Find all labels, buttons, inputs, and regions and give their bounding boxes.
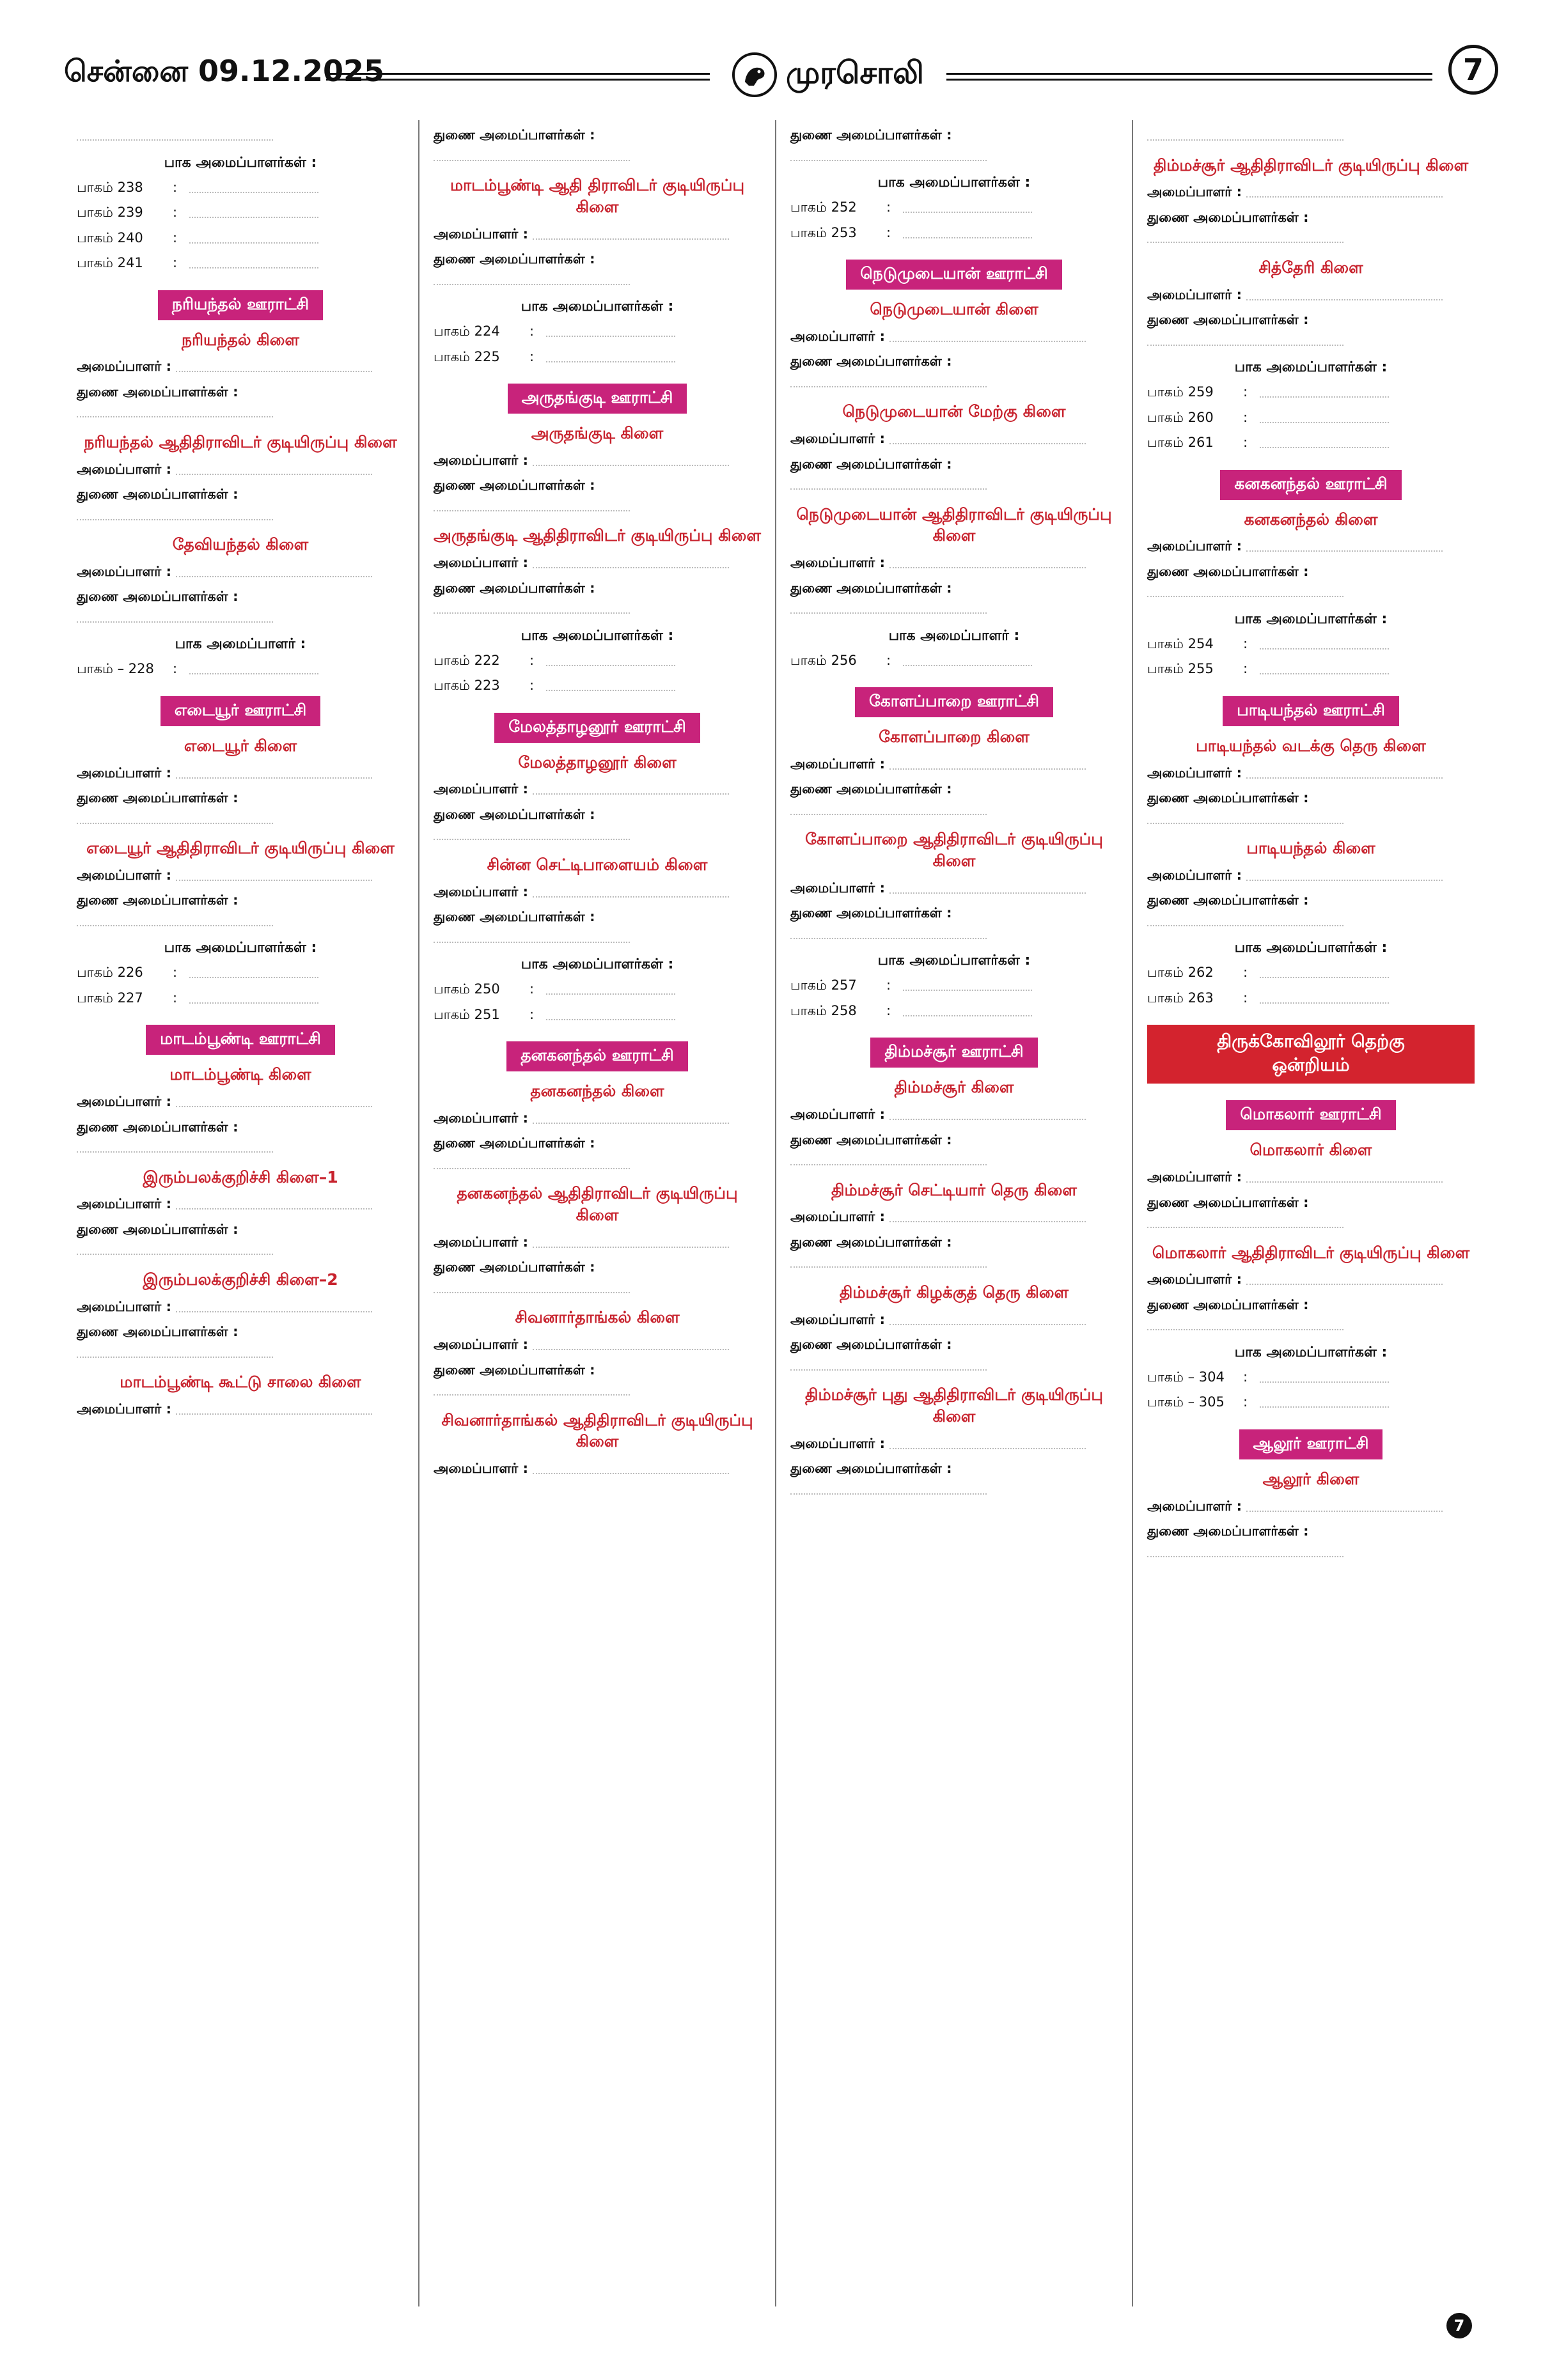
branch-heading: சிவனார்தாங்கல் கிளை	[515, 1308, 680, 1327]
panchayat-banner: திம்மச்சூர் ஊராட்சி	[790, 1038, 1118, 1068]
organiser-entry: அமைப்பாளர் :	[790, 1105, 1118, 1125]
ward-row: பாகம் – 228 :	[77, 659, 404, 680]
masthead	[45, 40, 1498, 110]
organiser-entry: அமைப்பாளர் :	[434, 451, 761, 471]
panchayat-banner: பாடியந்தல் ஊராட்சி	[1147, 696, 1475, 726]
ward-header: பாக அமைப்பாளர்கள் :	[164, 154, 317, 171]
deputy-entry: துணை அமைப்பாளர்கள் :	[790, 352, 1118, 392]
deputy-entry: துணை அமைப்பாளர்கள் :	[790, 903, 1118, 944]
branch-heading: எடையூர் ஆதிதிராவிடர் குடியிருப்பு கிளை	[86, 839, 395, 857]
deputy-entry: துணை அமைப்பாளர்கள் :	[790, 579, 1118, 619]
organiser-entry: அமைப்பாளர் :	[434, 1108, 761, 1129]
ward-header: பாக அமைப்பாளர்கள் :	[521, 956, 674, 972]
branch-heading: திம்மச்சூர் செட்டியார் தெரு கிளை	[831, 1180, 1077, 1199]
branch-heading: திம்மச்சூர் புது ஆதிதிராவிடர் குடியிருப்பு கிளை	[805, 1385, 1103, 1426]
branch-heading: பாடியந்தல் வடக்கு தெரு கிளை	[1196, 736, 1426, 755]
brand	[732, 46, 924, 104]
branch-heading: நெடுமுடையான் ஆதிதிராவிடர் குடியிருப்பு கிளை	[796, 504, 1112, 545]
deputy-entry: துணை அமைப்பாளர்கள் :	[434, 249, 761, 290]
branch-heading: நரியந்தல் கிளை	[182, 330, 299, 349]
organiser-entry: அமைப்பாளர் :	[77, 562, 404, 582]
deputy-entry: துணை அமைப்பாளர்கள் :	[790, 125, 1118, 166]
ward-row: பாகம் 223 :	[434, 676, 761, 696]
organiser-entry: அமைப்பாளர் :	[1147, 1270, 1475, 1290]
branch-heading: தனகனந்தல் கிளை	[530, 1082, 664, 1100]
ward-header: பாக அமைப்பாளர்கள் :	[1234, 1344, 1388, 1360]
deputy-entry: துணை அமைப்பாளர்கள் :	[1147, 1521, 1475, 1562]
ward-header: பாக அமைப்பாளர்கள் :	[521, 299, 674, 315]
deputy-entry: துணை அமைப்பாளர்கள் :	[1147, 1295, 1475, 1335]
text-block	[77, 125, 404, 146]
ward-row: பாகம் 256 :	[790, 651, 1118, 671]
ward-header: பாக அமைப்பாளர் :	[175, 636, 306, 653]
branch-heading: சிவனார்தாங்கல் ஆதிதிராவிடர் குடியிருப்பு கிளை	[441, 1410, 753, 1451]
organiser-entry: அமைப்பாளர் :	[434, 224, 761, 245]
deputy-entry: துணை அமைப்பாளர்கள் :	[77, 1220, 404, 1260]
branch-heading: தேவியந்தல் கிளை	[172, 535, 309, 554]
deputy-entry: துணை அமைப்பாளர்கள் :	[77, 1117, 404, 1158]
deputy-entry: துணை அமைப்பாளர்கள் :	[790, 1335, 1118, 1375]
branch-heading: இரும்பலக்குறிச்சி கிளை–2	[143, 1270, 338, 1289]
ward-header: பாக அமைப்பாளர் :	[888, 627, 1020, 644]
organiser-entry: அமைப்பாளர் :	[77, 866, 404, 886]
union-banner: திருக்கோவிலூர் தெற்கு ஒன்றியம்	[1147, 1025, 1475, 1084]
branch-heading: திம்மச்சூர் கிழக்குத் தெரு கிளை	[839, 1282, 1069, 1302]
ward-row: பாகம் 241 :	[77, 253, 404, 274]
ward-header: பாக அமைப்பாளர்கள் :	[877, 953, 1031, 969]
masthead-rule-right	[946, 73, 1432, 81]
panchayat-banner: எடையூர் ஊராட்சி	[77, 696, 404, 726]
branch-heading: கனகனந்தல் கிளை	[1244, 509, 1378, 529]
ward-row: பாகம் 260 :	[1147, 408, 1475, 428]
article-columns	[63, 120, 1489, 2306]
ward-header: பாக அமைப்பாளர்கள் :	[1234, 940, 1388, 956]
organiser-entry: அமைப்பாளர் :	[1147, 763, 1475, 784]
panchayat-banner: அருதங்குடி ஊராட்சி	[434, 384, 761, 414]
ward-row: பாகம் 257 :	[790, 976, 1118, 996]
panchayat-banner: நெடுமுடையான் ஊராட்சி	[790, 260, 1118, 290]
organiser-entry: அமைப்பாளர் :	[434, 1459, 761, 1479]
branch-heading: மொகலார் ஆதிதிராவிடர் குடியிருப்பு கிளை	[1152, 1243, 1470, 1262]
ward-row: பாகம் 253 :	[790, 223, 1118, 244]
panchayat-banner: மேலத்தாழனூர் ஊராட்சி	[434, 713, 761, 743]
deputy-entry: துணை அமைப்பாளர்கள் :	[1147, 562, 1475, 602]
ward-row: பாகம் 225 :	[434, 347, 761, 368]
deputy-entry: துணை அமைப்பாளர்கள் :	[434, 1360, 761, 1401]
deputy-entry: துணை அமைப்பாளர்கள் :	[77, 587, 404, 627]
ward-row: பாகம் 259 :	[1147, 382, 1475, 403]
issue-date: சென்னை 09.12.2025	[64, 54, 385, 88]
ward-header: பாக அமைப்பாளர்கள் :	[877, 175, 1031, 191]
ward-row: பாகம் 252 :	[790, 198, 1118, 218]
ward-row: பாகம் 261 :	[1147, 433, 1475, 453]
branch-heading: எடையூர் கிளை	[184, 736, 297, 755]
organiser-entry: அமைப்பாளர் :	[790, 1207, 1118, 1227]
column-1	[63, 120, 418, 2306]
branch-heading: மாடம்பூண்டி கூட்டு சாலை கிளை	[120, 1373, 361, 1391]
branch-heading: கோளப்பாறை கிளை	[879, 727, 1030, 746]
organiser-entry: அமைப்பாளர் :	[434, 1335, 761, 1355]
panchayat-banner: ஆலூர் ஊராட்சி	[1147, 1429, 1475, 1459]
deputy-entry: துணை அமைப்பாளர்கள் :	[77, 788, 404, 828]
ward-row: பாகம் 238 :	[77, 178, 404, 198]
ward-row: பாகம் 224 :	[434, 322, 761, 342]
organiser-entry: அமைப்பாளர் :	[790, 754, 1118, 775]
ward-row: பாகம் 258 :	[790, 1001, 1118, 1022]
panchayat-banner: மொகலார் ஊராட்சி	[1147, 1100, 1475, 1130]
branch-heading: நெடுமுடையான் மேற்கு கிளை	[842, 402, 1066, 421]
text-block	[1147, 125, 1475, 146]
organiser-entry: அமைப்பாளர் :	[790, 327, 1118, 347]
deputy-entry: துணை அமைப்பாளர்கள் :	[1147, 310, 1475, 350]
deputy-entry: துணை அமைப்பாளர்கள் :	[790, 1130, 1118, 1171]
organiser-entry: அமைப்பாளர் :	[790, 878, 1118, 899]
brand-name: முரசொலி	[786, 55, 924, 91]
panchayat-banner: கோளப்பாறை ஊராட்சி	[790, 687, 1118, 717]
organiser-entry: அமைப்பாளர் :	[1147, 182, 1475, 203]
deputy-entry: துணை அமைப்பாளர்கள் :	[434, 907, 761, 947]
organiser-entry: அமைப்பாளர் :	[790, 429, 1118, 449]
branch-heading: ஆலூர் கிளை	[1262, 1469, 1359, 1488]
branch-heading: பாடியந்தல் கிளை	[1246, 839, 1375, 857]
ward-row: பாகம் – 304 :	[1147, 1367, 1475, 1388]
panchayat-banner: தனகனந்தல் ஊராட்சி	[434, 1041, 761, 1071]
ward-header: பாக அமைப்பாளர்கள் :	[1234, 611, 1388, 627]
branch-heading: இரும்பலக்குறிச்சி கிளை–1	[143, 1167, 338, 1186]
organiser-entry: அமைப்பாளர் :	[77, 763, 404, 784]
ward-row: பாகம் 254 :	[1147, 634, 1475, 655]
organiser-entry: அமைப்பாளர் :	[1147, 1497, 1475, 1517]
organiser-entry: அமைப்பாளர் :	[790, 553, 1118, 573]
deputy-entry: துணை அமைப்பாளர்கள் :	[790, 455, 1118, 495]
organiser-entry: அமைப்பாளர் :	[77, 1092, 404, 1112]
deputy-entry: துணை அமைப்பாளர்கள் :	[434, 1133, 761, 1174]
organiser-entry: அமைப்பாளர் :	[790, 1310, 1118, 1330]
branch-heading: மொகலார் கிளை	[1249, 1140, 1372, 1160]
ward-row: பாகம் 250 :	[434, 979, 761, 1000]
organiser-entry: அமைப்பாளர் :	[1147, 536, 1475, 557]
page-number: 7	[1448, 45, 1498, 95]
ward-header: பாக அமைப்பாளர்கள் :	[1234, 359, 1388, 375]
branch-heading: மாடம்பூண்டி ஆதி திராவிடர் குடியிருப்பு கிளை	[450, 176, 745, 216]
organiser-entry: அமைப்பாளர் :	[1147, 285, 1475, 306]
deputy-entry: துணை அமைப்பாளர்கள் :	[77, 891, 404, 931]
column-4	[1132, 120, 1489, 2306]
deputy-entry: துணை அமைப்பாளர்கள் :	[790, 779, 1118, 820]
deputy-entry: துணை அமைப்பாளர்கள் :	[77, 485, 404, 525]
ward-row: பாகம் 255 :	[1147, 659, 1475, 680]
branch-heading: திம்மச்சூர் கிளை	[894, 1078, 1014, 1097]
branch-heading: நரியந்தல் ஆதிதிராவிடர் குடியிருப்பு கிளை	[84, 432, 397, 451]
branch-heading: சின்ன செட்டிபாளையம் கிளை	[487, 855, 708, 874]
deputy-entry: துணை அமைப்பாளர்கள் :	[434, 579, 761, 619]
ward-header: பாக அமைப்பாளர்கள் :	[164, 940, 317, 956]
organiser-entry: அமைப்பாளர் :	[77, 1399, 404, 1420]
deputy-entry: துணை அமைப்பாளர்கள் :	[434, 1257, 761, 1298]
ward-row: பாகம் 239 :	[77, 203, 404, 223]
column-2	[418, 120, 775, 2306]
ward-row: பாகம் 251 :	[434, 1005, 761, 1025]
ward-row: பாகம் 240 :	[77, 228, 404, 249]
branch-heading: அருதங்குடி ஆதிதிராவிடர் குடியிருப்பு கிளை	[434, 526, 761, 545]
deputy-entry: துணை அமைப்பாளர்கள் :	[434, 125, 761, 166]
organiser-entry: அமைப்பாளர் :	[790, 1434, 1118, 1454]
deputy-entry: துணை அமைப்பாளர்கள் :	[77, 1322, 404, 1362]
page-number-footer: 7	[1446, 2313, 1472, 2338]
branch-heading: மாடம்பூண்டி கிளை	[169, 1065, 311, 1084]
masthead-rule-left	[326, 73, 710, 81]
ward-row: பாகம் 222 :	[434, 651, 761, 671]
panchayat-banner: மாடம்பூண்டி ஊராட்சி	[77, 1025, 404, 1055]
organiser-entry: அமைப்பாளர் :	[434, 779, 761, 800]
branch-heading: கோளப்பாறை ஆதிதிராவிடர் குடியிருப்பு கிளை	[805, 830, 1103, 870]
deputy-entry: துணை அமைப்பாளர்கள் :	[1147, 891, 1475, 931]
organiser-entry: அமைப்பாளர் :	[77, 357, 404, 377]
organiser-entry: அமைப்பாளர் :	[1147, 1167, 1475, 1188]
column-3	[775, 120, 1132, 2306]
deputy-entry: துணை அமைப்பாளர்கள் :	[434, 805, 761, 845]
deputy-entry: துணை அமைப்பாளர்கள் :	[434, 476, 761, 516]
panchayat-banner: நரியந்தல் ஊராட்சி	[77, 290, 404, 320]
branch-heading: சித்தேரி கிளை	[1258, 258, 1363, 277]
organiser-entry: அமைப்பாளர் :	[434, 1233, 761, 1253]
organiser-entry: அமைப்பாளர் :	[77, 1297, 404, 1318]
panchayat-banner: கனகனந்தல் ஊராட்சி	[1147, 470, 1475, 500]
ward-row: பாகம் – 305 :	[1147, 1392, 1475, 1413]
branch-heading: தனகனந்தல் ஆதிதிராவிடர் குடியிருப்பு கிளை	[457, 1184, 738, 1224]
organiser-entry: அமைப்பாளர் :	[434, 553, 761, 573]
ward-row: பாகம் 227 :	[77, 988, 404, 1009]
deputy-entry: துணை அமைப்பாளர்கள் :	[1147, 208, 1475, 248]
branch-heading: மேலத்தாழனூர் கிளை	[518, 752, 677, 772]
ward-header: பாக அமைப்பாளர்கள் :	[521, 627, 674, 644]
organiser-entry: அமைப்பாளர் :	[434, 882, 761, 903]
organiser-entry: அமைப்பாளர் :	[77, 460, 404, 480]
deputy-entry: துணை அமைப்பாளர்கள் :	[77, 382, 404, 423]
organiser-entry: அமைப்பாளர் :	[1147, 866, 1475, 886]
ward-row: பாகம் 226 :	[77, 963, 404, 983]
organiser-entry: அமைப்பாளர் :	[77, 1194, 404, 1215]
branch-heading: திம்மச்சூர் ஆதிதிராவிடர் குடியிருப்பு கிளை	[1153, 155, 1469, 175]
deputy-entry: துணை அமைப்பாளர்கள் :	[790, 1233, 1118, 1273]
ward-row: பாகம் 263 :	[1147, 988, 1475, 1009]
brand-logo-icon	[732, 52, 777, 97]
ward-row: பாகம் 262 :	[1147, 963, 1475, 983]
deputy-entry: துணை அமைப்பாளர்கள் :	[790, 1459, 1118, 1499]
deputy-entry: துணை அமைப்பாளர்கள் :	[1147, 1193, 1475, 1233]
branch-heading: நெடுமுடையான் கிளை	[870, 300, 1038, 318]
branch-heading: அருதங்குடி கிளை	[531, 424, 664, 442]
deputy-entry: துணை அமைப்பாளர்கள் :	[1147, 788, 1475, 828]
